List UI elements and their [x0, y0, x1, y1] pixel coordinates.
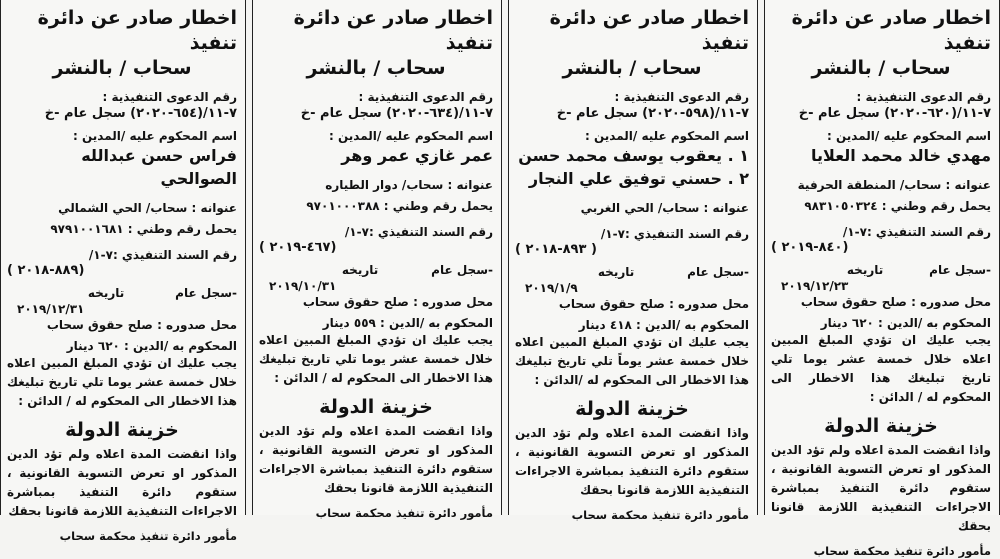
debtor-address: عنوانه : سحاب/ الحي الغربي: [580, 201, 749, 215]
signature: مأمور دائرة تنفيذ محكمة سحاب: [315, 506, 493, 520]
notice-subtitle: سحاب / بالنشر: [562, 57, 702, 79]
warning-text: واذا انقضت المدة اعلاه ولم تؤد الدين المذكور او تعرض التسوية القانونية ، ستقوم دائرة التنفيذ بمباشرة الاجراءات التنفيذية اللازمة قانونا بحقك: [515, 426, 749, 497]
notice-1: [764, 0, 1000, 558]
issue-place: محل صدوره : صلح حقوق سحاب: [558, 297, 749, 311]
creditor-name: خزينة الدولة: [575, 398, 689, 420]
warning-text: واذا انقضت المدة اعلاه ولم تؤد الدين المذكور او تعرض التسوية القانونية ، ستقوم دائرة التنفيذ بمباشرة الاجراءات التنفيذية اللازمة قانونا بحقك: [771, 443, 991, 533]
creditor-name: خزينة الدولة: [65, 419, 179, 441]
bond-number-value: ( ٨٤٠-٢٠١٩): [771, 240, 849, 255]
general-register-label: -سجل عام: [929, 263, 991, 277]
register-date-row: [515, 264, 749, 280]
national-id: يحمل رقم وطني : ٩٧٩١٠٠١٦٨١: [50, 222, 237, 236]
debtor-label: اسم المحكوم عليه /المدين :: [73, 129, 237, 143]
debtor-names: [7, 144, 237, 190]
case-number-label: رقم الدعوى التنفيذية :: [856, 90, 991, 104]
warning-text: واذا انقضت المدة اعلاه ولم تؤد الدين المذكور او تعرض التسوية القانونية ، ستقوم دائرة التنفيذ بمباشرة الاجراءات التنفيذية اللازمة قانونا بحقك: [7, 447, 237, 518]
general-register-label: -سجل عام: [175, 286, 237, 300]
notice-3: [252, 0, 502, 520]
general-register-label: -سجل عام: [687, 265, 749, 279]
case-number-label: رقم الدعوى التنفيذية :: [102, 90, 237, 104]
debtor-name: ١ . يعقوب يوسف محمد حسن: [518, 146, 749, 165]
case-number-label: رقم الدعوى التنفيذية :: [358, 90, 493, 104]
judgment-amount: المحكوم به /الدين : ٦٢٠ دينار: [66, 339, 237, 353]
date-value: ٢٠١٩/١٠/٣١: [269, 279, 337, 293]
case-number-value: ٧-١١/(٦٢٠-٢٠٢٠) سجل عام -خ: [798, 106, 991, 121]
debtor-name: فراس حسن عبدالله الصوالحي: [81, 146, 237, 188]
register-date-row: [7, 285, 237, 301]
debtor-name: ٢ . حسني توفيق علي النجار: [528, 169, 749, 188]
bond-number-label: رقم السند التنفيذي :٧-١/: [88, 248, 237, 262]
notice-title: اخطار صادر عن دائرة تنفيذ: [293, 7, 493, 54]
case-number-value: ٧-١١/(٥٩٨-٢٠٢٠) سجل عام -خ: [556, 106, 749, 121]
debtor-address: عنوانه : سحاب/ الحي الشمالي: [58, 201, 237, 215]
notice-text: يجب عليك ان تؤدي المبلغ المبين اعلاه خلال خمسة عشر يوما تلي تاريخ تبليغك هذا الاخطار الى المحكوم له / الدائن :: [259, 333, 493, 385]
issue-place: محل صدوره : صلح حقوق سحاب: [302, 295, 493, 309]
signature: مأمور دائرة تنفيذ محكمة سحاب: [813, 544, 991, 558]
signature: مأمور دائرة تنفيذ محكمة سحاب: [59, 529, 237, 543]
date-value: ٢٠١٩/١٢/٣١: [17, 302, 85, 316]
bond-number-value: ( ٨٨٩-٢٠١٨): [7, 263, 85, 278]
bond-number-label: رقم السند التنفيذي :٧-١/: [842, 225, 991, 239]
register-date-row: [259, 262, 493, 278]
notice-title: اخطار صادر عن دائرة تنفيذ: [37, 7, 237, 54]
debtor-names: [771, 144, 991, 167]
general-register-label: -سجل عام: [431, 263, 493, 277]
bond-number-label: رقم السند التنفيذي :٧-١/: [600, 227, 749, 241]
date-label: تاريخه: [341, 263, 379, 277]
signature: مأمور دائرة تنفيذ محكمة سحاب: [571, 508, 749, 522]
creditor-name: خزينة الدولة: [319, 396, 433, 418]
notice-subtitle: سحاب / بالنشر: [811, 57, 951, 79]
notice-2: [508, 0, 758, 522]
notice-subtitle: سحاب / بالنشر: [306, 57, 446, 79]
issue-place: محل صدوره : صلح حقوق سحاب: [800, 295, 991, 309]
debtor-name: عمر غازي عمر وهر: [341, 146, 493, 165]
debtor-address: عنوانه : سحاب/ المنطقة الحرفية: [797, 178, 991, 192]
debtor-names: [259, 144, 493, 167]
debtor-label: اسم المحكوم عليه /المدين :: [827, 129, 991, 143]
judgment-amount: المحكوم به /الدين : ٤١٨ دينار: [578, 318, 749, 332]
case-number-value: ٧-١١/(٦٥٤-٢٠٢٠) سجل عام -خ: [44, 106, 237, 121]
debtor-label: اسم المحكوم عليه /المدين :: [585, 129, 749, 143]
date-value: ٢٠١٩/١/٩: [525, 281, 578, 295]
national-id: يحمل رقم وطني : ٩٨٣١٠٥٠٣٢٤: [804, 199, 991, 213]
date-label: تاريخه: [87, 286, 125, 300]
case-number-label: رقم الدعوى التنفيذية :: [614, 90, 749, 104]
debtor-name: مهدي خالد محمد العلايا: [811, 146, 991, 165]
notice-text: يجب عليك ان تؤدي المبلغ المبين اعلاه خلال خمسة عشر يوماً تلي تاريخ تبليغك هذا الاخطار الى المحكوم له /الدائن :: [515, 335, 749, 387]
debtor-label: اسم المحكوم عليه /المدين :: [329, 129, 493, 143]
bond-number-value: ( ٤٦٧-٢٠١٩): [259, 240, 337, 255]
notice-title: اخطار صادر عن دائرة تنفيذ: [791, 7, 991, 54]
date-value: ٢٠١٩/١٢/٢٣: [781, 279, 849, 293]
judgment-amount: المحكوم به /الدين : ٥٥٩ دينار: [322, 316, 493, 330]
debtor-names: [515, 144, 749, 190]
warning-text: واذا انقضت المدة اعلاه ولم تؤد الدين المذكور او تعرض التسوية القانونية ، ستقوم دائرة التنفيذ بمباشرة الاجراءات التنفيذية اللازمة قانونا بحقك: [259, 424, 493, 495]
bond-number-value: ( ٨٩٣-٢٠١٨ ): [515, 242, 597, 257]
bond-number-label: رقم السند التنفيذي :٧-١/: [344, 225, 493, 239]
notice-text: يجب عليك ان تؤدي المبلغ المبين اعلاه خلال خمسة عشر يوما تلي تاريخ تبليغك هذا الاخطار الى المحكوم له / الدائن :: [7, 356, 237, 408]
debtor-address: عنوانه : سحاب/ دوار الطياره: [325, 178, 493, 192]
issue-place: محل صدوره : صلح حقوق سحاب: [46, 318, 237, 332]
date-label: تاريخه: [846, 263, 884, 277]
notice-title: اخطار صادر عن دائرة تنفيذ: [549, 7, 749, 54]
case-number-value: ٧-١١/(٦٣٤-٢٠٢٠) سجل عام -خ: [300, 106, 493, 121]
notice-text: يجب عليك ان تؤدي المبلغ المبين اعلاه خلال خمسة عشر يوما تلي تاريخ تبليغك هذا الاخطار الى المحكوم له / الدائن :: [771, 333, 991, 404]
national-id: يحمل رقم وطني : ٩٧٠١٠٠٠٣٨٨: [306, 199, 493, 213]
judgment-amount: المحكوم به /الدين : ٦٢٠ دينار: [820, 316, 991, 330]
register-date-row: [771, 262, 991, 278]
notice-subtitle: سحاب / بالنشر: [52, 57, 192, 79]
date-label: تاريخه: [597, 265, 635, 279]
creditor-name: خزينة الدولة: [824, 415, 938, 437]
notice-4: [0, 0, 246, 543]
